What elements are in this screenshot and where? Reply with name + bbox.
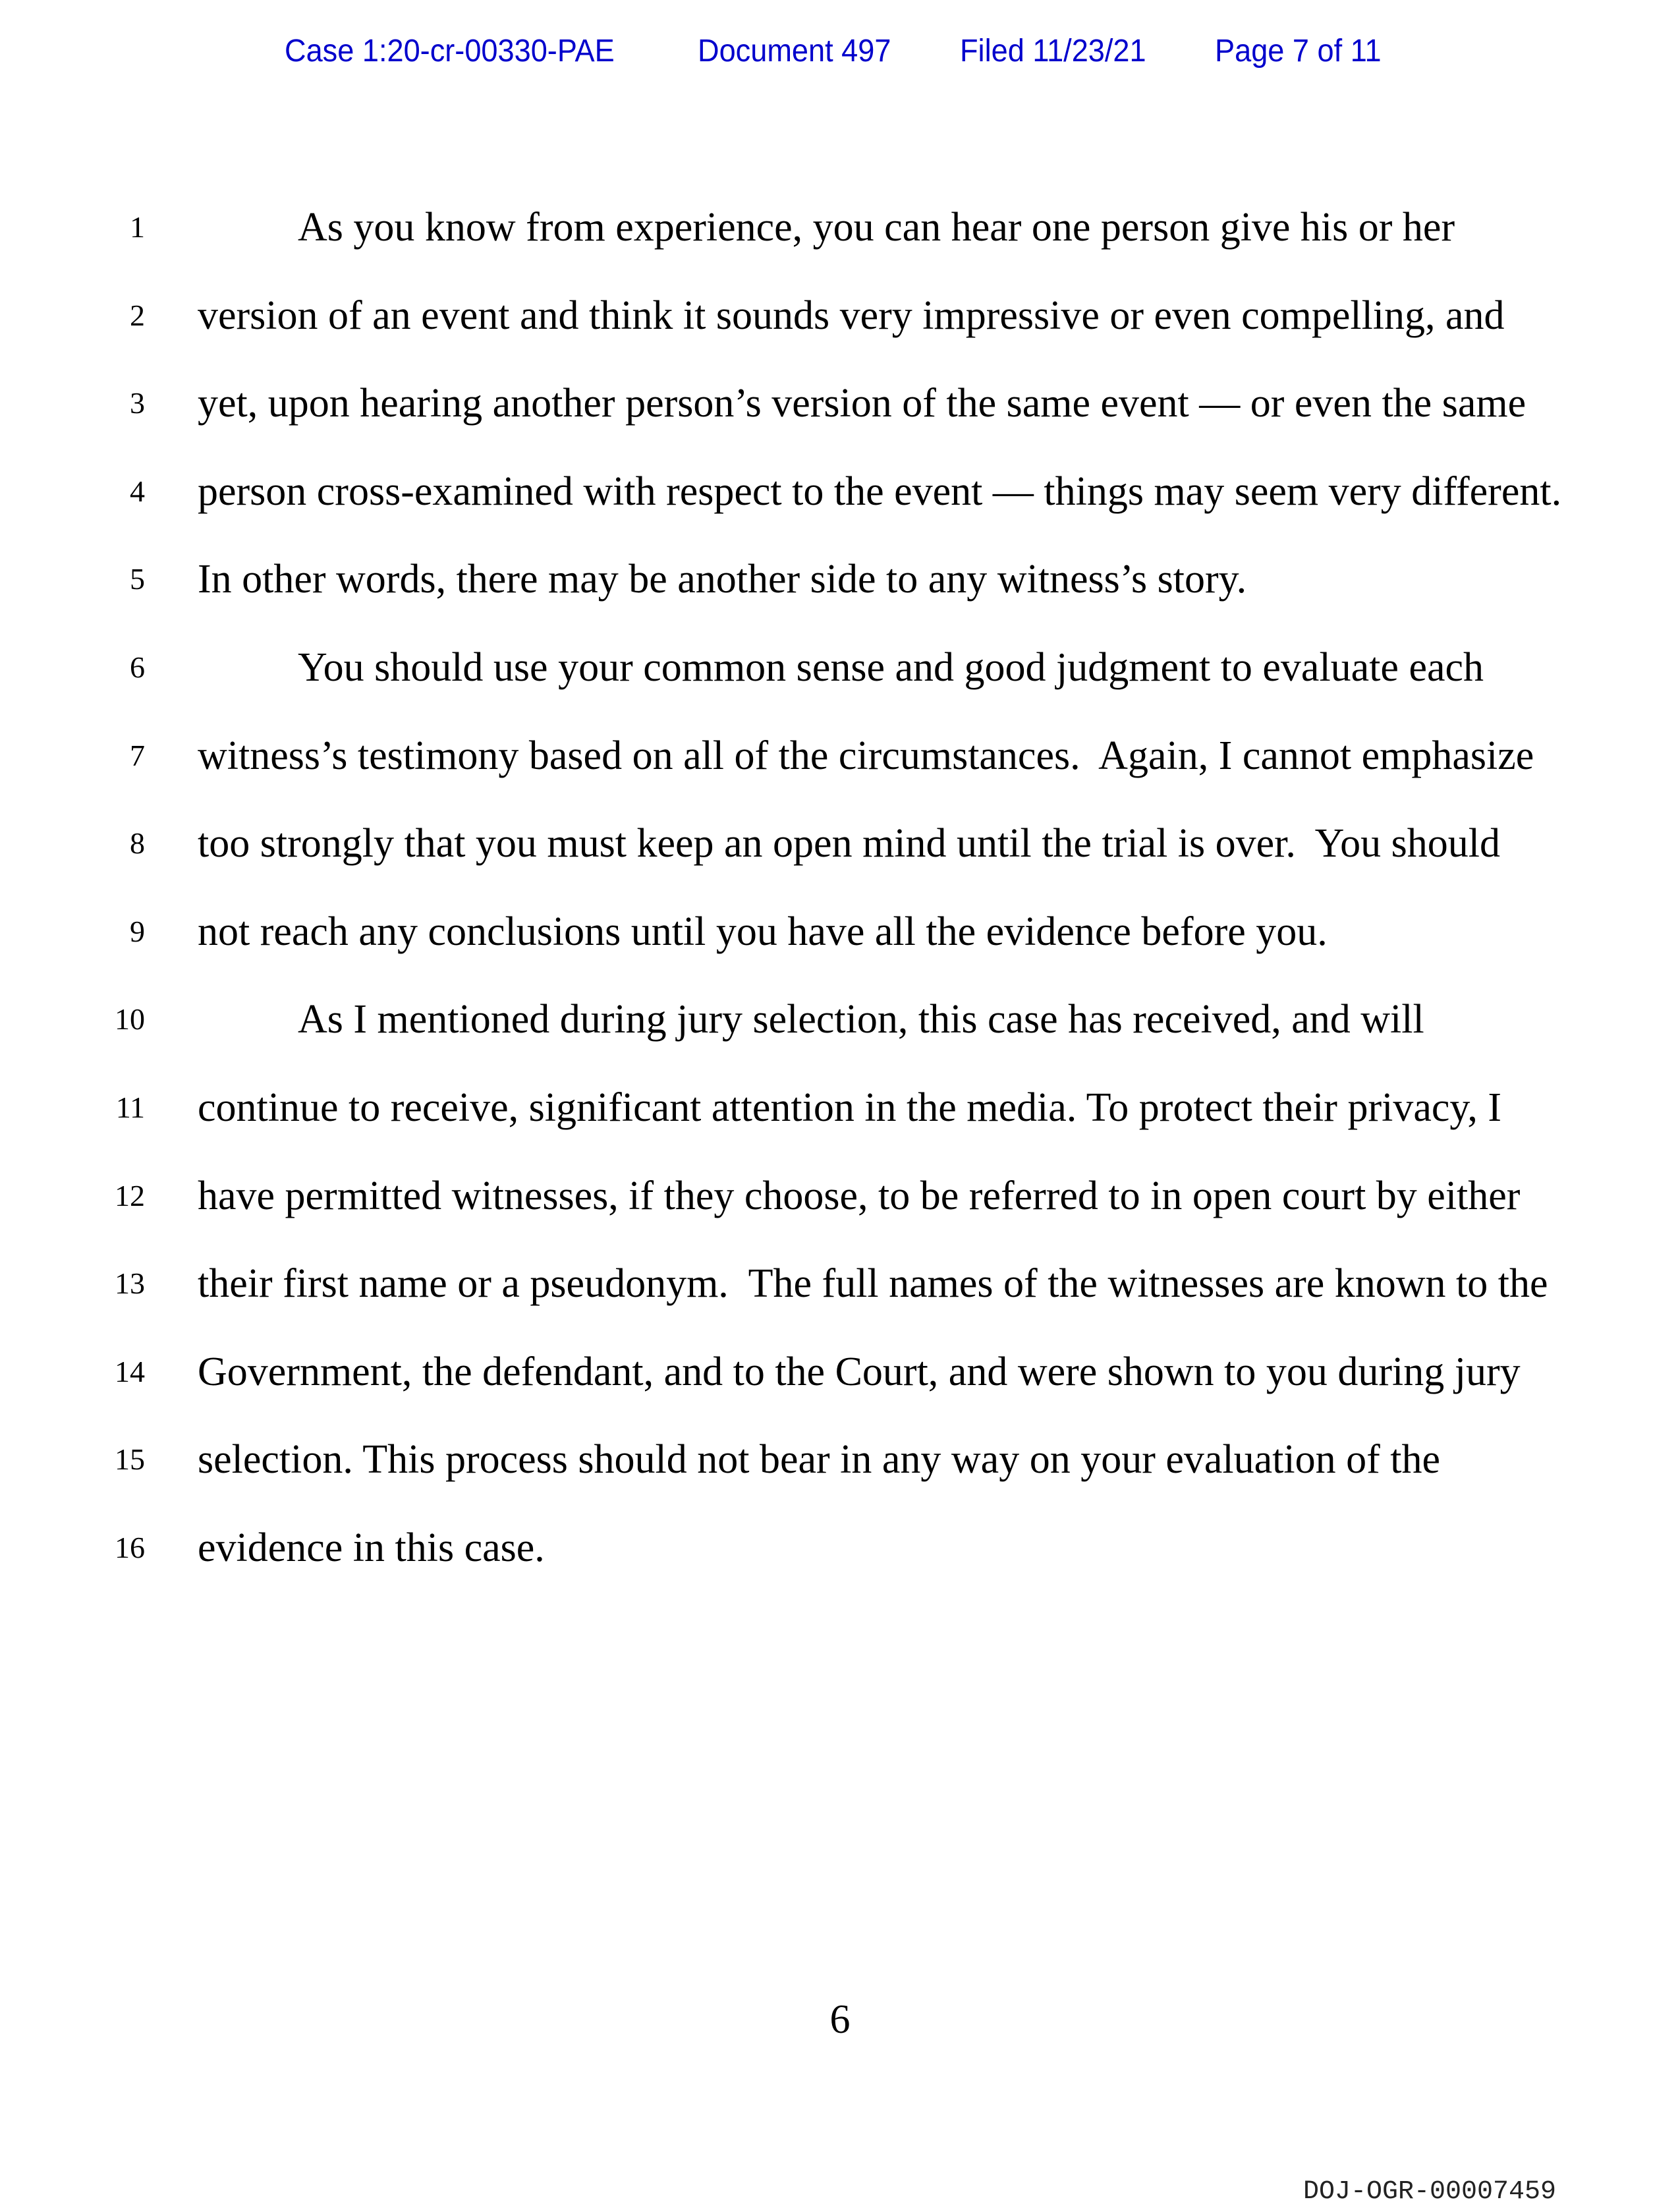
pleading-line-14 xyxy=(0,1346,1680,1398)
pleading-line-11 xyxy=(0,1081,1680,1134)
line-text: As I mentioned during jury selection, this case has received, and will xyxy=(298,997,1424,1042)
line-number: 2 xyxy=(130,298,145,332)
line-number: 13 xyxy=(115,1266,145,1300)
pleading-line-9 xyxy=(0,905,1680,958)
line-text: Government, the defendant, and to the Court, and were shown to you during jury xyxy=(198,1349,1521,1394)
line-text: not reach any conclusions until you have all the evidence before you. xyxy=(198,909,1328,954)
line-number: 9 xyxy=(130,915,145,948)
line-number: 10 xyxy=(115,1002,145,1036)
line-number: 16 xyxy=(115,1531,145,1564)
ecf-filing-header xyxy=(0,0,1680,79)
pleading-line-13 xyxy=(0,1257,1680,1310)
filed-date: Filed 11/23/21 xyxy=(960,34,1146,69)
line-text: yet, upon hearing another person’s version of the same event — or even the same xyxy=(198,381,1526,426)
pleading-line-4 xyxy=(0,465,1680,518)
case-number: Case 1:20-cr-00330-PAE xyxy=(285,34,615,69)
line-text: have permitted witnesses, if they choose, to be referred to in open court by either xyxy=(198,1174,1521,1218)
pleading-line-1 xyxy=(0,201,1680,254)
pleading-line-16 xyxy=(0,1521,1680,1574)
line-number: 1 xyxy=(130,210,145,244)
line-text: version of an event and think it sounds very impressive or even compelling, and xyxy=(198,293,1505,338)
pleading-line-15 xyxy=(0,1433,1680,1486)
line-text: person cross-examined with respect to the event — things may seem very different. xyxy=(198,469,1562,514)
line-number: 5 xyxy=(130,562,145,596)
pleading-line-3 xyxy=(0,377,1680,430)
bates-stamp: DOJ-OGR-00007459 xyxy=(1303,2177,1557,2207)
line-number: 7 xyxy=(130,739,145,772)
page-of-total: Page 7 of 11 xyxy=(1215,34,1382,69)
line-number: 11 xyxy=(115,1091,145,1124)
line-number: 3 xyxy=(130,386,145,420)
line-number: 14 xyxy=(115,1355,145,1388)
line-text: too strongly that you must keep an open mind until the trial is over. You should xyxy=(198,821,1501,866)
line-text: their first name or a pseudonym. The full names of the witnesses are known to the xyxy=(198,1261,1548,1306)
page-number: 6 xyxy=(829,1997,851,2042)
line-number: 6 xyxy=(130,650,145,684)
line-text: continue to receive, significant attention in the media. To protect their privacy, I xyxy=(198,1085,1501,1130)
line-text: In other words, there may be another side to any witness’s story. xyxy=(198,557,1247,602)
line-number: 15 xyxy=(115,1442,145,1476)
pleading-line-8 xyxy=(0,817,1680,870)
pleading-line-10 xyxy=(0,993,1680,1046)
line-text: You should use your common sense and good judgment to evaluate each xyxy=(298,645,1484,690)
line-text: witness’s testimony based on all of the circumstances. Again, I cannot emphasize xyxy=(198,733,1534,778)
pleading-line-2 xyxy=(0,289,1680,342)
pleading-line-5 xyxy=(0,553,1680,606)
line-number: 8 xyxy=(130,826,145,860)
line-number: 12 xyxy=(115,1179,145,1212)
pleading-line-7 xyxy=(0,729,1680,782)
line-text: As you know from experience, you can hear one person give his or her xyxy=(298,205,1455,250)
line-text: selection. This process should not bear in any way on your evaluation of the xyxy=(198,1437,1440,1482)
line-number: 4 xyxy=(130,474,145,508)
pleading-line-12 xyxy=(0,1170,1680,1222)
document-number: Document 497 xyxy=(698,34,891,69)
pleading-line-6 xyxy=(0,641,1680,694)
line-text: evidence in this case. xyxy=(198,1525,545,1570)
